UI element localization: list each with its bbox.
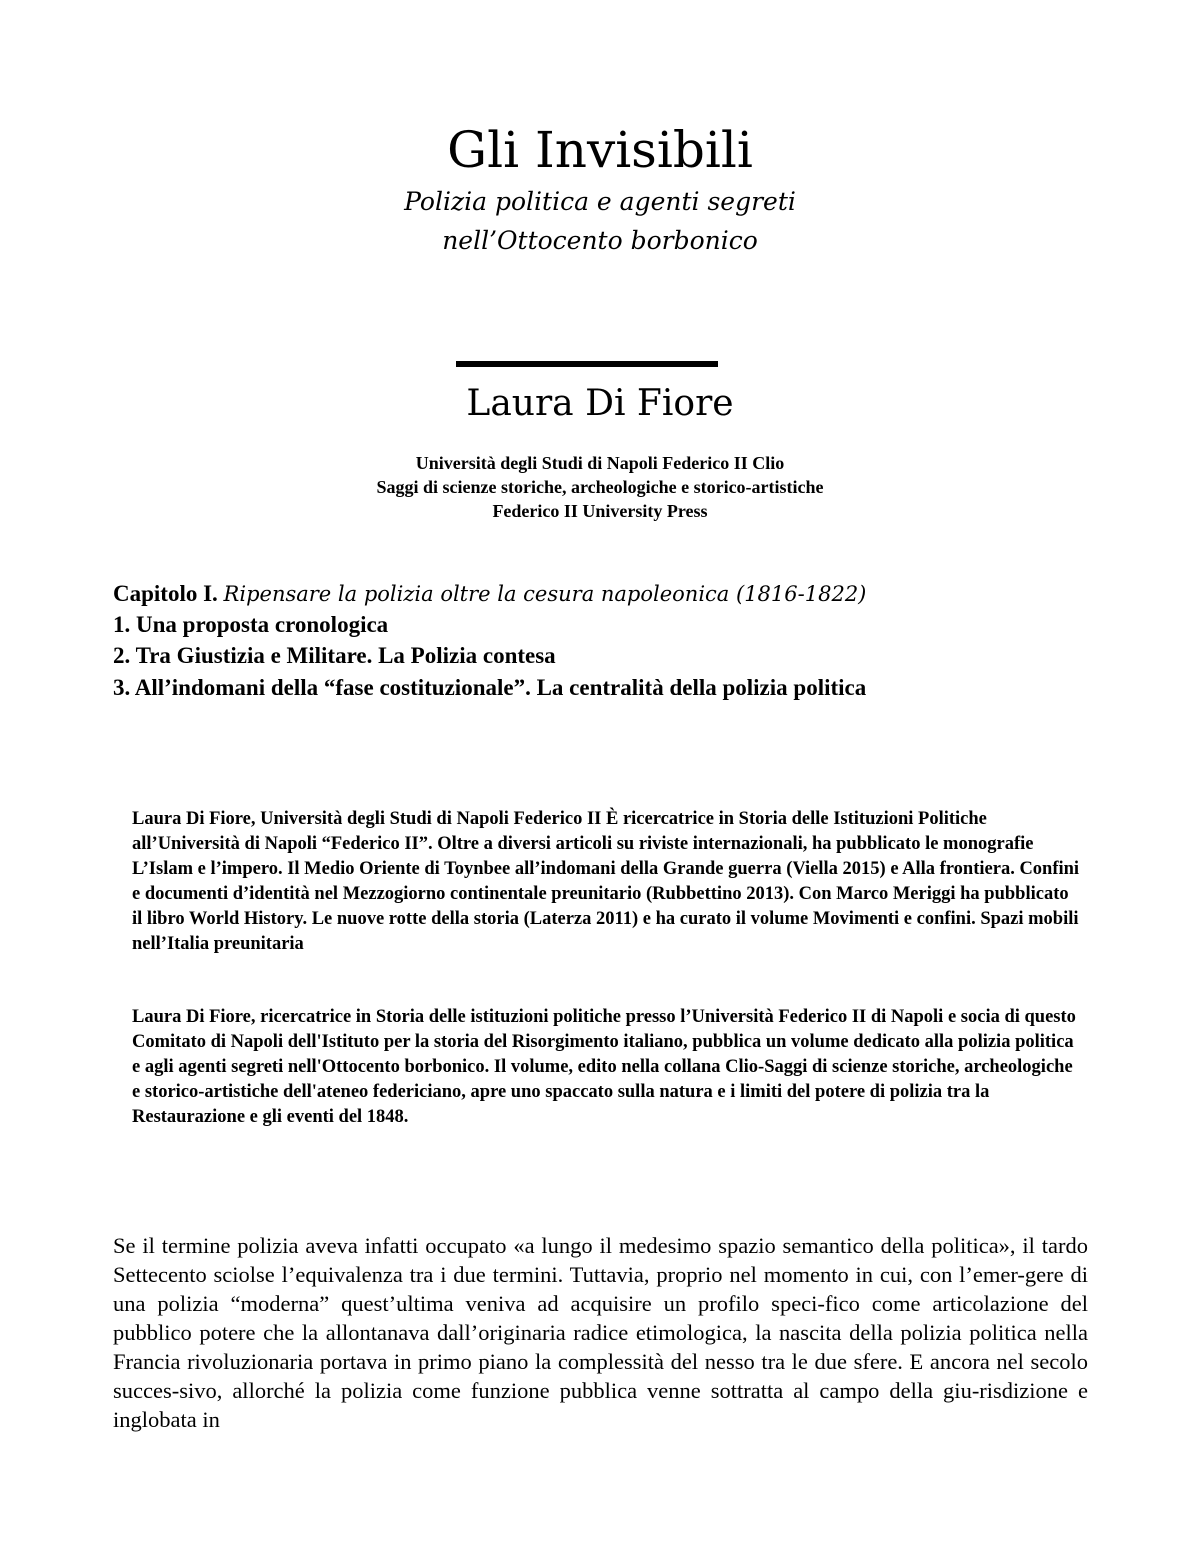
author-bio-paragraph: Laura Di Fiore, Università degli Studi di Napoli Federico II È ricercatrice in Storia delle Istituzioni Politiche all’Università di Napoli “Federico II”. Oltre a diversi articoli su riviste internazionali, ha pubblicato le monografie L’Islam e l’impero. Il Medio Oriente di Toynbee all’indomani della Grande guerra (Viella 2015) e Alla frontiera. Confini e documenti d’identità nel Mezzogiorno continentale preunitario (Rubbettino 2013). Con Marco Meriggi ha pubblicato il libro World History. Le nuove rotte della storia (Laterza 2011) e ha curato il volume Movimenti e confini. Spazi mobili nell’Italia preunitaria (132, 809, 1080, 954)
toc-item: 1. Una proposta cronologica (113, 612, 389, 637)
affiliation-line-3: Federico II University Press (492, 501, 708, 521)
chapter-title: Ripensare la polizia oltre la cesura napoleonica (1816-1822) (223, 582, 867, 606)
chapter-label: Capitolo I. (113, 581, 218, 606)
toc-item: 2. Tra Giustizia e Militare. La Polizia contesa (113, 643, 556, 668)
book-description-paragraph: Laura Di Fiore, ricercatrice in Storia delle istituzioni politiche presso l’Università Federico II di Napoli e socia di questo Comitato di Napoli dell'Istituto per la storia del Risorgimento italiano, pubblica un volume dedicato alla polizia politica e agli agenti segreti nell'Ottocento borbonico. Il volume, edito nella collana Clio-Saggi di scienze storiche, archeologiche e storico-artistiche dell'ateneo federiciano, apre uno spaccato sulla natura e i limiti del potere di polizia tra la Restaurazione e gli eventi del 1848. (132, 1007, 1076, 1127)
book-title: Gli Invisibili (447, 121, 753, 179)
affiliation-line-1: Università degli Studi di Napoli Federico II Clio (415, 453, 785, 473)
subtitle-line-2: nell’Ottocento borbonico (442, 226, 758, 255)
toc-item: 3. All’indomani della “fase costituzionale”. La centralità della polizia politica (113, 675, 867, 700)
toc-chapter-heading (113, 578, 1113, 610)
body-paragraph: Se il termine polizia aveva infatti occupato «a lungo il medesimo spazio semantico della politica», il tardo Settecento sciolse l’equivalenza tra i due termini. Tuttavia, proprio nel momento in cui, con l’emer-gere di una polizia “moderna” quest’ultima veniva ad acquisire un profilo speci-fico come articolazione del pubblico potere che la allontanava dall’originaria radice etimologica, la nascita della polizia politica nella Francia rivoluzionaria portava in primo piano la complessità del nesso tra le due sfere. E ancora nel secolo succes-sivo, allorché la polizia come funzione pubblica venne sottratta al campo della giu-risdizione e inglobata in (113, 1233, 1088, 1432)
author-name: Laura Di Fiore (466, 383, 734, 424)
subtitle-line-1: Polizia politica e agenti segreti (404, 187, 796, 216)
affiliation-line-2: Saggi di scienze storiche, archeologiche e storico-artistiche (376, 477, 824, 497)
title-divider (456, 361, 718, 367)
